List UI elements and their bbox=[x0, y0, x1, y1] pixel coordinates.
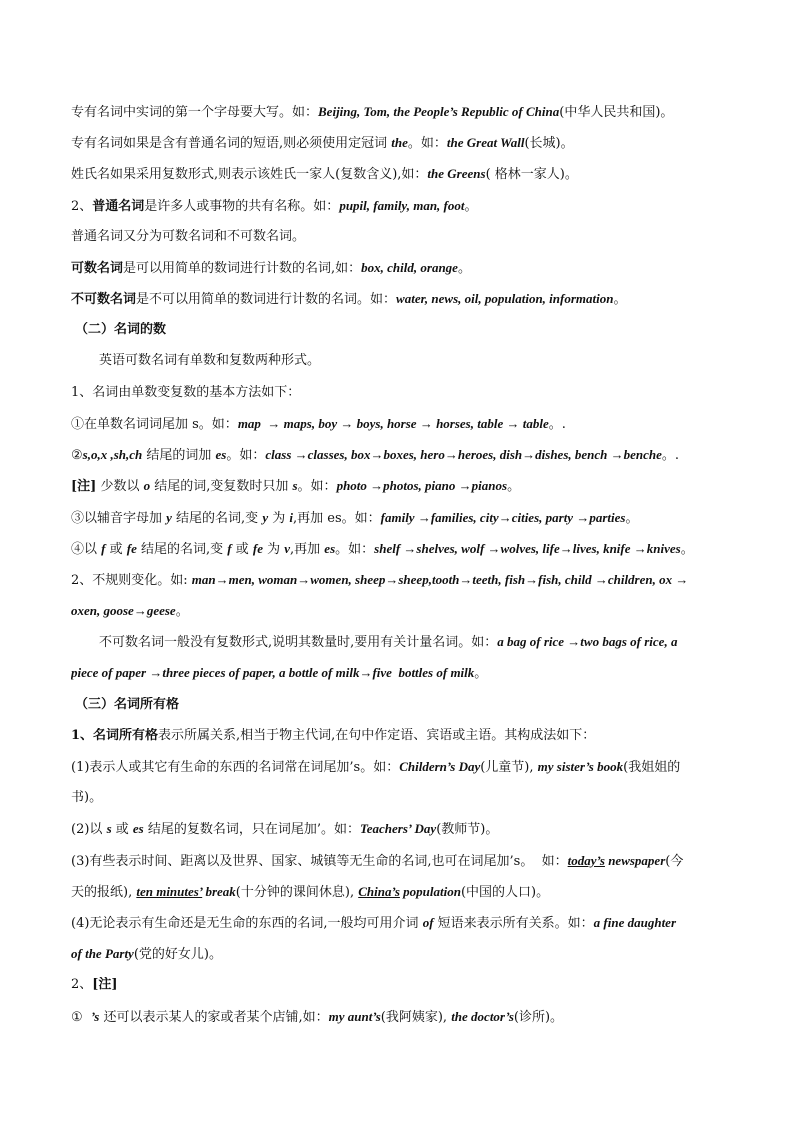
line-possessive-rule-1-cont: 书)。 bbox=[71, 790, 103, 805]
line-common-noun-definition: 2、普通名词是许多人或事物的共有名称。如：pupil, family, man, foot。 bbox=[71, 198, 478, 214]
line-possessive-rule-3-cont: 天的报纸), ten minutes’ break(十分钟的课间休息), China’s population(中国的人口)。 bbox=[71, 884, 550, 900]
line-uncountable-measure-cont: piece of paper →three pieces of paper, a bottle of milk→five bottles of milk。 bbox=[71, 665, 488, 681]
line-possessive-definition: 1、名词所有格表示所属关系,相当于物主代词,在句中作定语、宾语或主语。其构成法如下： bbox=[71, 728, 596, 743]
line-countable-noun: 可数名词是可以用简单的数词进行计数的名词,如：box, child, orange。 bbox=[71, 260, 471, 276]
line-possessive-rule-4: (4)无论表示有生命还是无生命的东西的名词,一般均可用介词 of 短语来表示所有关系。如：a fine daughter bbox=[71, 915, 677, 931]
line-uncountable-noun: 不可数名词是不可以用简单的数词进行计数的名词。如：water, news, oil, population, information。 bbox=[71, 291, 627, 307]
line-proper-noun-article: 专有名词如果是含有普通名词的短语,则必须使用定冠词 the。如：the Great Wall(长城)。 bbox=[71, 135, 574, 151]
line-possessive-rule-1: (1)表示人或其它有生命的东西的名词常在词尾加’s。如：Childern’s Day(儿童节), my sister’s book(我姐姐的 bbox=[71, 759, 681, 775]
line-irregular-plurals-cont: oxen, goose→geese。 bbox=[71, 603, 189, 619]
line-proper-noun-capitalization: 专有名词中实词的第一个字母要大写。如：Beijing, Tom, the People’s Republic of China(中华人民共和国)。 bbox=[71, 104, 674, 120]
line-uncountable-measure: 不可数名词一般没有复数形式,说明其数量时,要用有关计量名词。如：a bag of rice →two bags of rice, a bbox=[99, 634, 678, 650]
line-note-o-ending: [注] 少数以 o 结尾的词,变复数时只加 s。如：photo →photos, piano →pianos。 bbox=[71, 478, 521, 494]
line-rule-f-fe-to-ves: ④以 f 或 fe 结尾的名词,变 f 或 fe 为 v,再加 es。如：shelf →shelves, wolf →wolves, life→lives, knife →knives。 bbox=[71, 541, 694, 557]
line-common-noun-types: 普通名词又分为可数名词和不可数名词。 bbox=[71, 229, 306, 244]
line-possessive-rule-3: (3)有些表示时间、距离以及世界、国家、城镇等无生命的名词,也可在词尾加’s。 如：today’s newspaper(今 bbox=[71, 853, 684, 869]
line-rule-add-es: ②s,o,x ,sh,ch 结尾的词加 es。如：class →classes, box→boxes, hero→heroes, dish→dishes, bench →benche。. bbox=[71, 447, 680, 463]
section-heading-possessive: （三）名词所有格 bbox=[75, 697, 180, 712]
line-singular-plural-forms: 英语可数名词有单数和复数两种形式。 bbox=[99, 353, 321, 368]
line-possessive-rule-2: (2)以 s 或 es 结尾的复数名词，只在词尾加’。如：Teachers’ Day(教师节)。 bbox=[71, 821, 499, 837]
line-note-2: 2、[注] bbox=[71, 977, 118, 992]
section-heading-noun-number: （二）名词的数 bbox=[75, 322, 167, 337]
line-irregular-plurals: 2、不规则变化。如: man→men, woman→women, sheep→sheep,tooth→teeth, fish→fish, child →children, ox → bbox=[71, 572, 689, 588]
line-possessive-rule-4-cont: of the Party(党的好女儿)。 bbox=[71, 946, 222, 962]
line-rule-y-to-ies: ③以辅音字母加 y 结尾的名词,变 y 为 i,再加 es。如：family →families, city→cities, party →parties。 bbox=[71, 510, 639, 526]
line-plural-basic-method: 1、名词由单数变复数的基本方法如下： bbox=[71, 385, 301, 400]
line-surname-plural: 姓氏名如果采用复数形式,则表示该姓氏一家人(复数含义),如：the Greens( 格林一家人)。 bbox=[71, 166, 578, 182]
line-rule-add-s: ①在单数名词词尾加 s。如：map → maps, boy → boys, horse → horses, table → table。. bbox=[71, 416, 566, 432]
line-note-apostrophe-s: ① ’s 还可以表示某人的家或者某个店铺,如：my aunt’s(我阿姨家), the doctor’s(诊所)。 bbox=[71, 1009, 564, 1025]
